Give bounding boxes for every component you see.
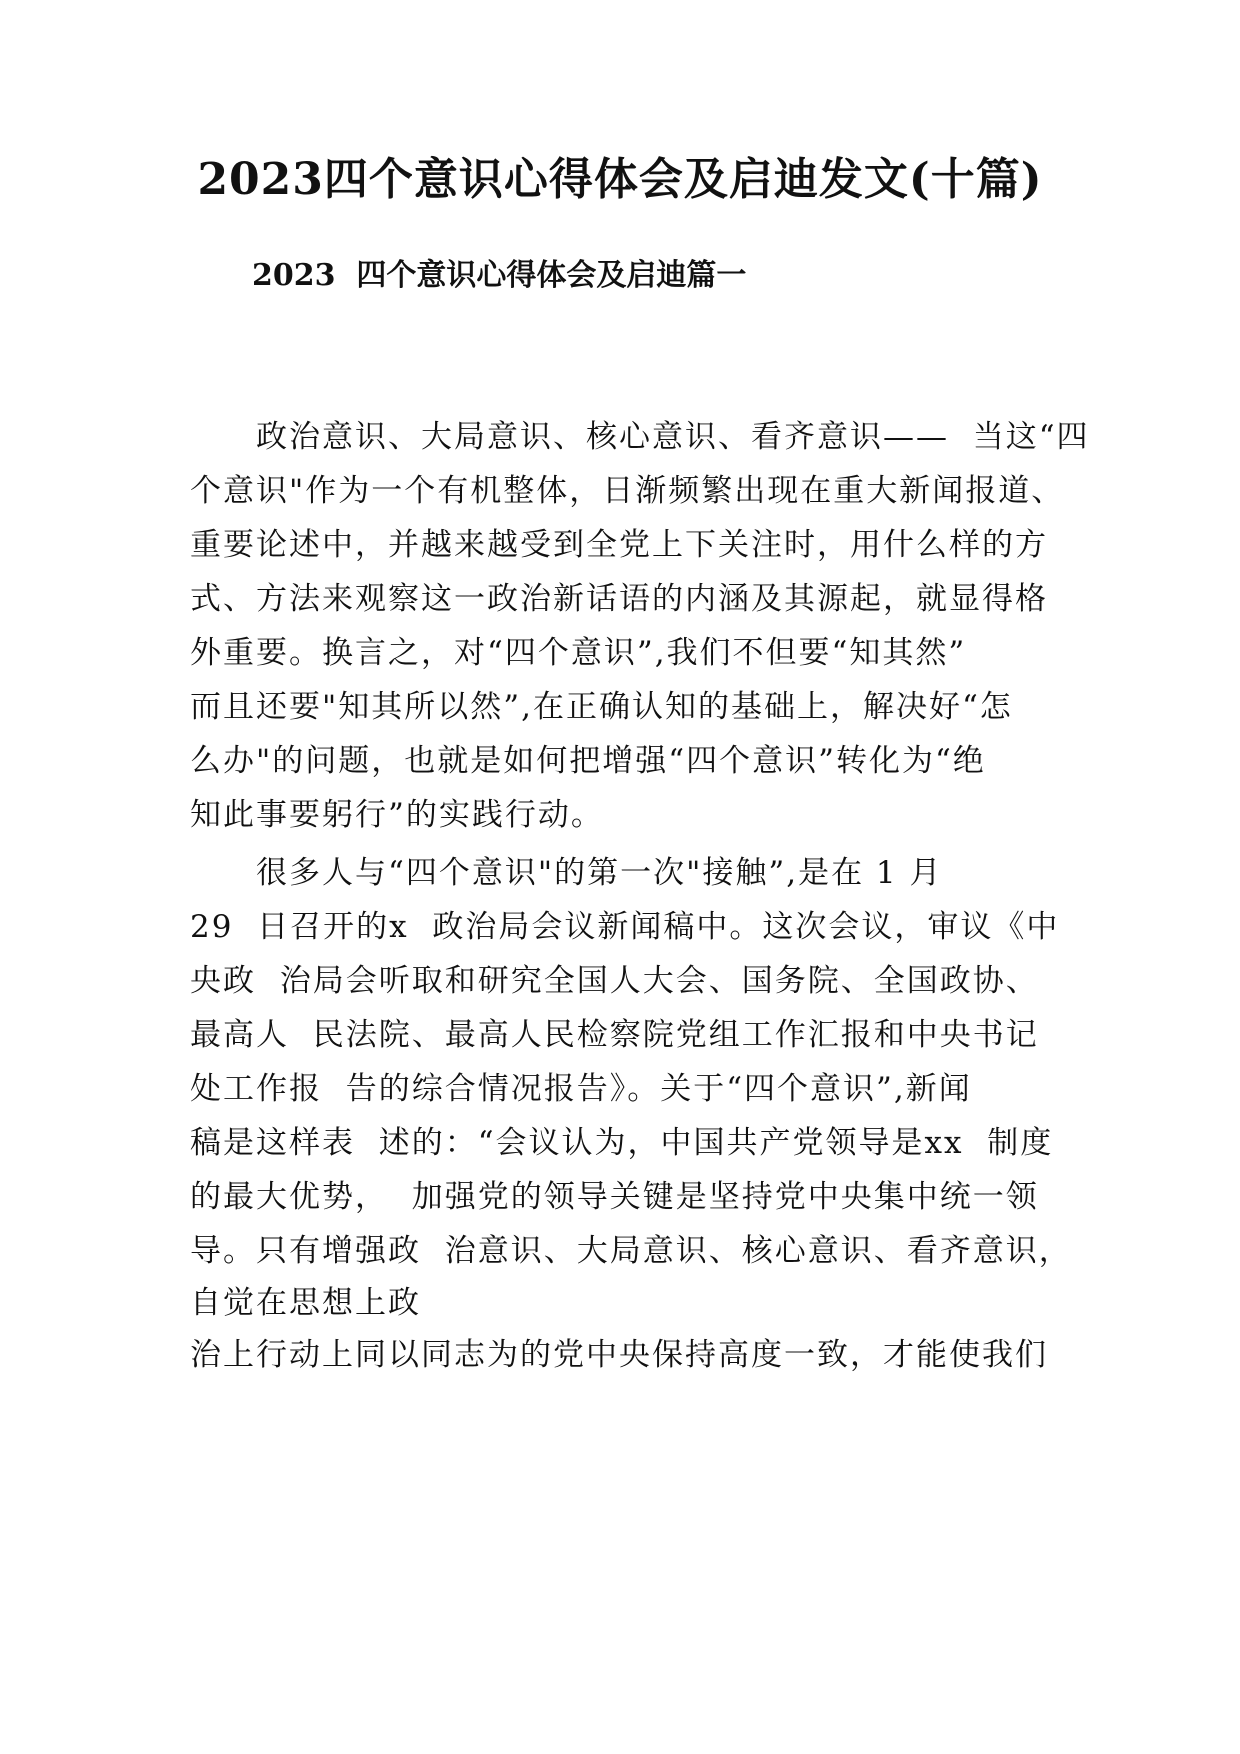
paragraph-line: 重要论述中，并越来越受到全党上下关注时，用什么样的方 [190, 527, 1048, 563]
paragraph-2 [190, 846, 1070, 1382]
paragraph-line: 治上行动上同以同志为的党中央保持高度一致，才能使我们 [190, 1337, 1048, 1373]
paragraph-line: 很多人与“四个意识"的第一次"接触”,是在 1 月 [256, 855, 943, 891]
paragraph-line: 政治意识、大局意识、核心意识、看齐意识—— 当这“四 [256, 419, 1090, 455]
paragraph-line: 式、方法来观察这一政治新话语的内涵及其源起，就显得格 [190, 581, 1048, 617]
document-title: 2023四个意识心得体会及启迪发文(十篇) [197, 154, 1043, 205]
paragraph-line: 29 日召开的x 政治局会议新闻稿中。这次会议，审议《中 [190, 909, 1060, 945]
paragraph-line: 自觉在思想上政 [190, 1285, 421, 1321]
paragraph-line: 导。只有增强政 治意识、大局意识、核心意识、看齐意识， [190, 1233, 1072, 1269]
paragraph-line: 知此事要躬行”的实践行动。 [190, 797, 604, 833]
paragraph-1 [190, 410, 1090, 842]
paragraph-line: 稿是这样表 述的：“会议认为，中国共产党领导是xx 制度 [190, 1125, 1054, 1161]
section-heading: 2023 四个意识心得体会及启迪篇一 [252, 258, 747, 293]
paragraph-line: 而且还要"知其所以然”,在正确认知的基础上，解决好“怎 [190, 689, 1013, 725]
paragraph-line: 外重要。换言之，对“四个意识”,我们不但要“知其然” [190, 635, 967, 671]
paragraph-line: 个意识"作为一个有机整体，日渐频繁出现在重大新闻报道、 [190, 473, 1065, 509]
paragraph-line: 的最大优势， 加强党的领导关键是坚持党中央集中统一领 [190, 1179, 1039, 1215]
paragraph-line: 处工作报 告的综合情况报告》。关于“四个意识”,新闻 [190, 1071, 972, 1107]
paragraph-line: 最高人 民法院、最高人民检察院党组工作汇报和中央书记 [190, 1017, 1039, 1053]
paragraph-line: 央政 治局会听取和研究全国人大会、国务院、全国政协、 [190, 963, 1039, 999]
paragraph-line: 么办"的问题，也就是如何把增强“四个意识”转化为“绝 [190, 743, 986, 779]
